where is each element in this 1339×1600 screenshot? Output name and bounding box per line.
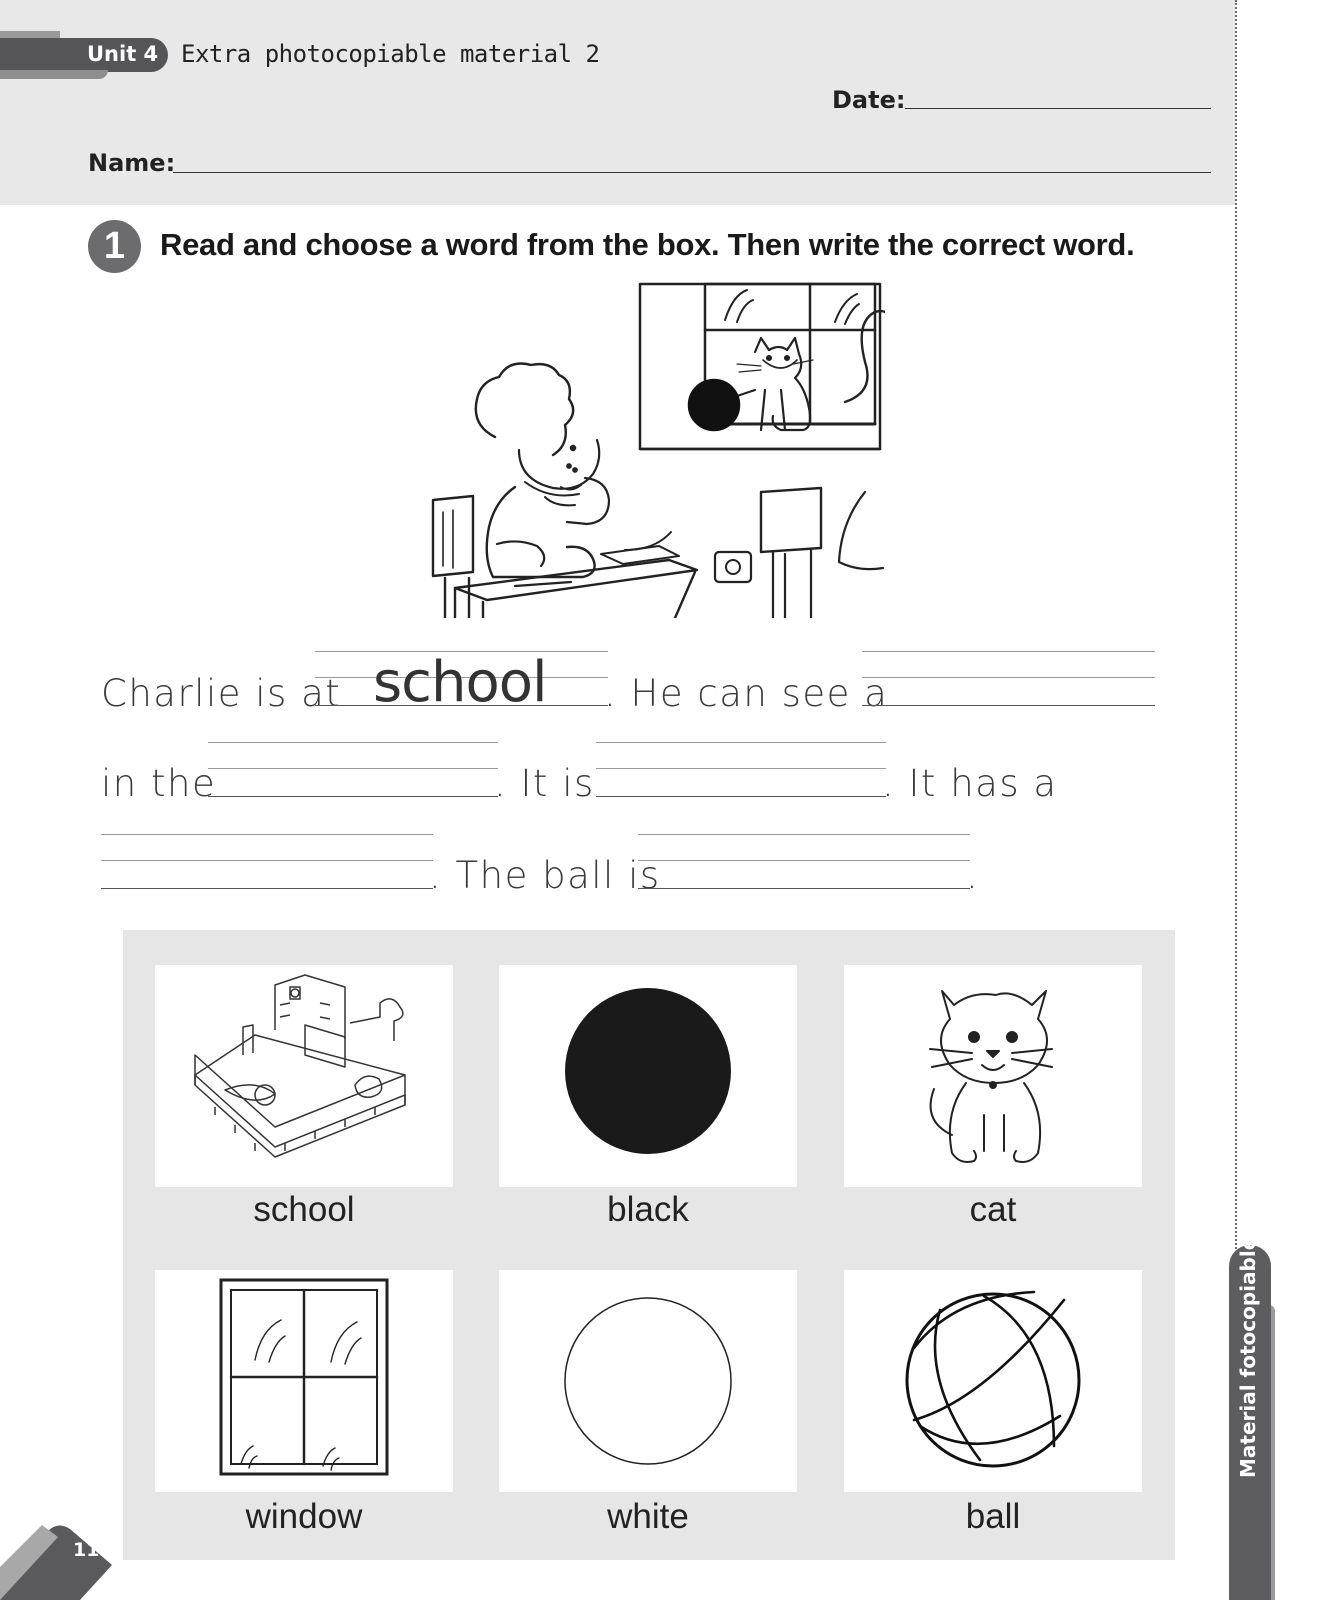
white-circle-icon bbox=[499, 1270, 797, 1492]
header-band bbox=[0, 0, 1235, 205]
side-tab-label: Material fotocopiable bbox=[1236, 1236, 1260, 1478]
sentence-2-middle: . It is bbox=[494, 762, 595, 805]
answer-blank-6[interactable] bbox=[638, 888, 970, 889]
page-number-badge bbox=[0, 1525, 115, 1600]
guide-line bbox=[638, 834, 970, 835]
guide-line bbox=[208, 742, 498, 743]
black-circle-icon bbox=[499, 965, 797, 1187]
word-card-white[interactable] bbox=[499, 1270, 797, 1492]
page-title: Extra photocopiable material 2 bbox=[181, 40, 600, 68]
unit-tab-shadow bbox=[0, 70, 108, 79]
word-card-cat[interactable] bbox=[844, 965, 1142, 1187]
window-icon bbox=[155, 1270, 453, 1492]
guide-line bbox=[596, 742, 886, 743]
answer-blank-3[interactable] bbox=[208, 796, 498, 797]
guide-line bbox=[208, 768, 498, 769]
sentence-1-middle: . He can see a bbox=[604, 672, 889, 715]
sentence-2-end: . It has a bbox=[882, 762, 1058, 805]
cat-icon bbox=[844, 965, 1142, 1187]
word-card-ball[interactable] bbox=[844, 1270, 1142, 1492]
word-card-school[interactable] bbox=[155, 965, 453, 1187]
word-black: black bbox=[607, 1190, 689, 1229]
guide-line bbox=[638, 860, 970, 861]
guide-line bbox=[101, 860, 433, 861]
name-field[interactable] bbox=[173, 172, 1211, 173]
name-label: Name: bbox=[88, 149, 176, 177]
sentence-1-start: Charlie is at bbox=[101, 672, 342, 715]
answer-blank-2[interactable] bbox=[862, 705, 1155, 706]
exercise-number-badge: 1 bbox=[88, 220, 141, 273]
sentence-2-start: in the bbox=[101, 762, 217, 805]
word-cat: cat bbox=[969, 1190, 1017, 1229]
guide-line bbox=[596, 768, 886, 769]
answer-1-text: school bbox=[373, 650, 547, 715]
word-white: white bbox=[607, 1497, 689, 1536]
answer-blank-4[interactable] bbox=[596, 796, 886, 797]
word-ball: ball bbox=[965, 1497, 1021, 1536]
sentence-3-middle: . The ball is bbox=[429, 854, 661, 897]
date-field[interactable] bbox=[905, 108, 1211, 109]
word-card-black[interactable] bbox=[499, 965, 797, 1187]
sentence-3-end: . bbox=[966, 854, 980, 897]
word-school: school bbox=[253, 1190, 355, 1229]
unit-label: Unit 4 bbox=[87, 42, 159, 66]
guide-line bbox=[862, 651, 1155, 652]
school-building-icon bbox=[155, 965, 453, 1187]
date-label: Date: bbox=[832, 86, 906, 114]
ball-icon bbox=[844, 1270, 1142, 1492]
classroom-illustration bbox=[425, 282, 885, 618]
answer-blank-5[interactable] bbox=[101, 888, 433, 889]
page-number: 110 bbox=[73, 1539, 113, 1561]
word-window: window bbox=[245, 1497, 363, 1536]
guide-line bbox=[862, 677, 1155, 678]
word-card-window[interactable] bbox=[155, 1270, 453, 1492]
exercise-instruction: Read and choose a word from the box. Then write the correct word. bbox=[160, 227, 1135, 262]
guide-line bbox=[101, 834, 433, 835]
